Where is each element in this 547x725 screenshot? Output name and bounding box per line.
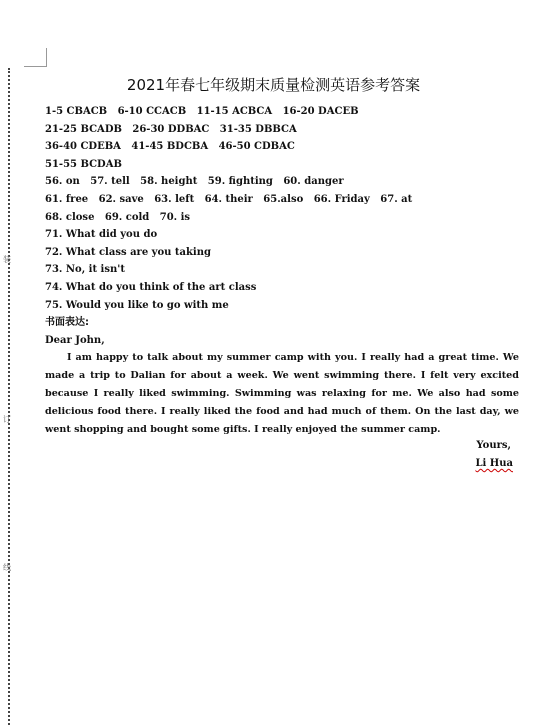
page-title: 2021年春七年级期末质量检测英语参考答案 — [126, 76, 421, 94]
answer-line: 71. What did you do — [45, 229, 158, 241]
answer-line: 56. on 57. tell 58. height 59. fighting 60. danger — [45, 176, 344, 188]
closing: Yours, — [476, 440, 511, 451]
answer-line: 61. free 62. save 63. left 64. their 65.also 66. Friday 67. at — [45, 193, 413, 205]
answer-line: 72. What class are you taking — [45, 246, 211, 258]
essay-paragraph: I am happy to talk about my summer camp with you. I really had a great time. We made a trip to Dalian for about a week. We went swimming there. I felt very excited because I really liked swimming. Swimming was relaxing for me. We also had some delicious food there. I really liked the food and had much of them. On the last day, we went shopping and bought some gifts. I really enjoyed the summer camp. — [45, 352, 519, 435]
answer-line: 74. What do you think of the art class — [45, 281, 257, 293]
page-corner-marker — [24, 48, 47, 67]
answer-line: 75. Would you like to go with me — [45, 299, 229, 311]
binding-dotted-line — [8, 68, 10, 725]
answer-line: 68. close 69. cold 70. is — [45, 211, 191, 223]
binding-mark: 装 — [3, 255, 11, 264]
answer-line: 73. No, it isn't — [45, 264, 125, 276]
binding-mark: 订 — [3, 415, 11, 424]
answer-line: 1-5 CBACB 6-10 CCACB 11-15 ACBCA 16-20 DACEB — [45, 106, 359, 117]
binding-mark: 线 — [3, 563, 11, 572]
writing-heading: 书面表达: — [45, 317, 89, 329]
answer-line: 51-55 BCDAB — [45, 158, 122, 170]
signature: Li Hua — [475, 458, 513, 469]
answer-line: 21-25 BCADB 26-30 DDBAC 31-35 DBBCA — [45, 123, 297, 135]
salutation: Dear John, — [45, 334, 105, 346]
answer-list — [45, 103, 520, 349]
answer-line: 36-40 CDEBA 41-45 BDCBA 46-50 CDBAC — [45, 141, 295, 153]
